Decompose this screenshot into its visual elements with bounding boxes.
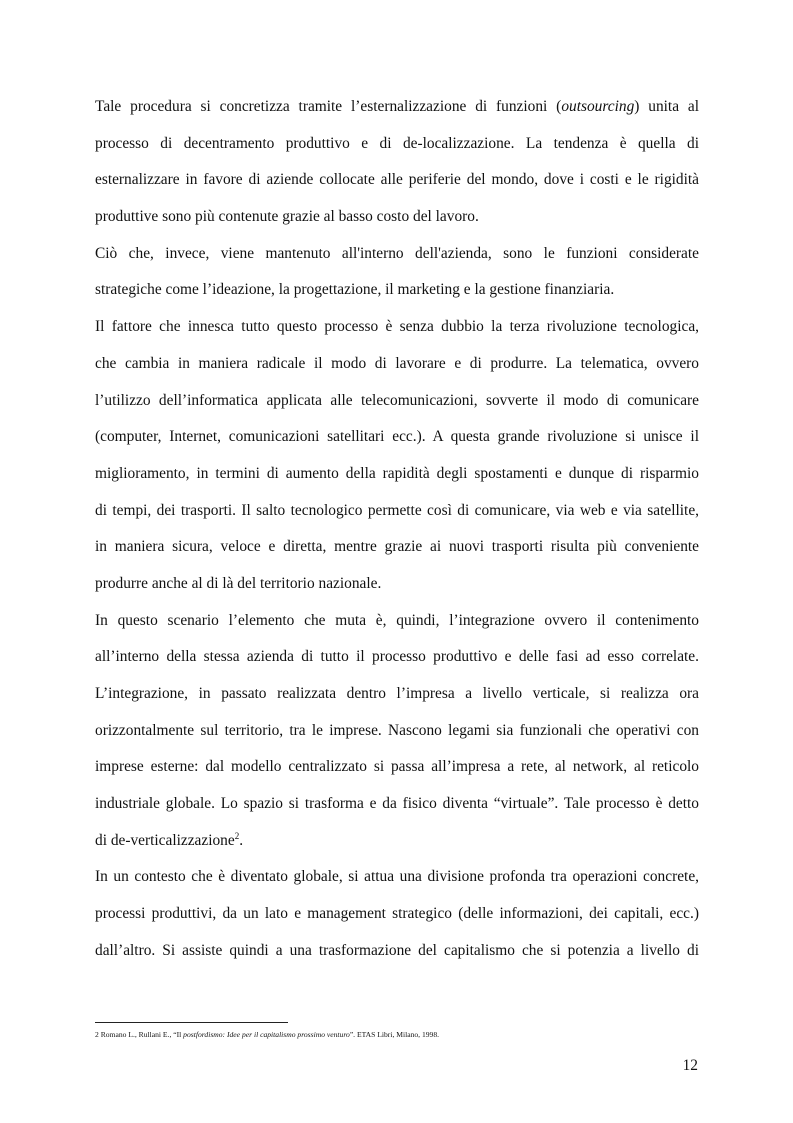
text-line: orizzontalmente sul territorio, tra le imprese. Nascono legami sia funzionali che operativi con xyxy=(95,721,699,739)
text-line: industriale globale. Lo spazio si trasforma e da fisico diventa “virtuale”. Tale processo è detto xyxy=(95,795,699,813)
text-line: all’interno della stessa azienda di tutto il processo produttivo e delle fasi ad esso correlate. xyxy=(95,648,699,666)
text-line: che cambia in maniera radicale il modo di lavorare e di produrre. La telematica, ovvero xyxy=(95,354,699,372)
text-line: dall’altro. Si assiste quindi a una trasformazione del capitalismo che si potenzia a livello di xyxy=(95,941,699,959)
text-line: produrre anche al di là del territorio nazionale. xyxy=(95,574,382,592)
text-line: produttive sono più contenute grazie al basso costo del lavoro. xyxy=(95,208,479,226)
text-line: miglioramento, in termini di aumento della rapidità degli spostamenti e dunque di risparmio xyxy=(95,464,699,482)
text-line: (computer, Internet, comunicazioni satellitari ecc.). A questa grande rivoluzione si unisce il xyxy=(95,428,699,446)
text-line: Tale procedura si concretizza tramite l’esternalizzazione di funzioni (outsourcing) unita al xyxy=(95,98,700,115)
text-line: di de-verticalizzazione$^2$. xyxy=(95,830,244,849)
text-line: esternalizzare in favore di aziende collocate alle periferie del mondo, dove i costi e le rigidità xyxy=(95,171,699,189)
text-line: Il fattore che innesca tutto questo processo è senza dubbio la terza rivoluzione tecnologica, xyxy=(95,318,699,336)
text-line: strategiche come l’ideazione, la progettazione, il marketing e la gestione finanziaria. xyxy=(95,281,615,299)
text-line: In questo scenario l’elemento che muta è, quindi, l’integrazione ovvero il contenimento xyxy=(95,611,699,629)
page-number: 12 xyxy=(682,1057,698,1074)
footnote-divider xyxy=(95,1022,288,1023)
text-line: l’utilizzo dell’informatica applicata alle telecomunicazioni, sovverte il modo di comunicare xyxy=(95,391,699,409)
text-line: In un contesto che è diventato globale, si attua una divisione profonda tra operazioni concrete, xyxy=(95,868,699,886)
footnote-reference: 2 xyxy=(234,830,240,841)
text-line: Ciò che, invece, viene mantenuto all'interno dell'azienda, sono le funzioni considerate xyxy=(95,244,699,262)
text-line: processo di decentramento produttivo e di de-localizzazione. La tendenza è quella di xyxy=(95,134,699,152)
body-text xyxy=(95,89,699,970)
text-line: imprese esterne: dal modello centralizzato si passa all’impresa a rete, al network, al reticolo xyxy=(95,758,699,776)
text-line: L’integrazione, in passato realizzata dentro l’impresa a livello verticale, si realizza ora xyxy=(95,685,699,702)
text-line: in maniera sicura, veloce e diretta, mentre grazie ai nuovi trasporti risulta più conveniente xyxy=(95,538,699,556)
text-line: processi produttivi, da un lato e management strategico (delle informazioni, dei capitali, ecc.) xyxy=(95,905,699,923)
footnote: 2 Romano L., Rullani E., “Il postfordismo: Idee per il capitalismo prossimo venturo”. ETAS Libri, Milano, 1998. xyxy=(95,1030,440,1039)
text-line: di tempi, dei trasporti. Il salto tecnologico permette così di comunicare, via web e via satellite, xyxy=(95,501,699,519)
